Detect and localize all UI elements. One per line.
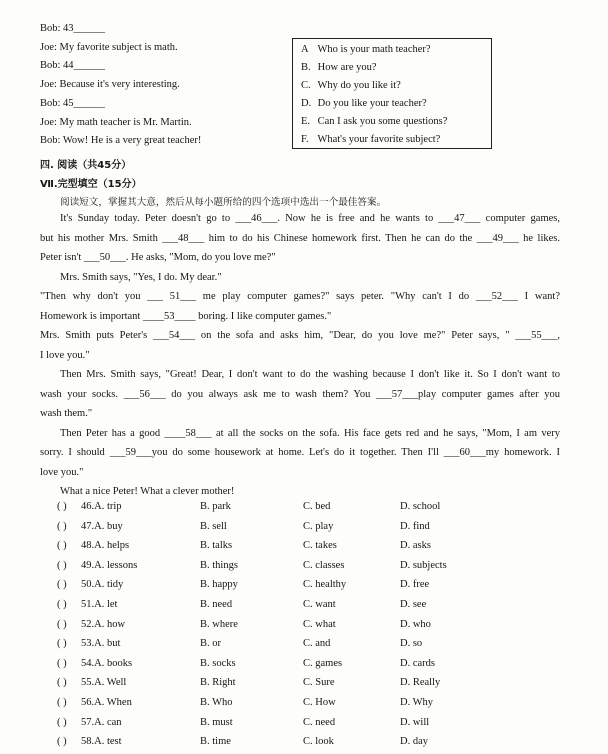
option-c: C. classes [303,559,345,571]
section-title: 四. 阅读（共45分） [40,160,132,171]
choice-option [301,98,427,109]
option-a: 47.A. buy [81,520,123,532]
choice-text: Who is your math teacher? [317,44,431,55]
question-row [57,521,577,537]
choice-letter: B. [301,62,311,73]
passage-line: It's Sunday today. Peter doesn't go to ___46___. Now he is free and he wants to ___47___ computer games, [60,213,560,224]
option-c: C. and [303,638,331,650]
answer-bracket[interactable]: ( ) [57,638,67,650]
option-d: D. see [400,599,427,610]
option-b: B. Right [200,677,236,689]
choice-text: What's your favorite subject? [317,134,441,145]
instruction: 阅读短文，掌握其大意，然后从每小题所给的四个选项中选出一个最佳答案。 [60,197,387,208]
option-c: C. play [303,520,334,532]
option-a: 49.A. lessons [81,559,138,571]
option-c: C. need [303,716,336,728]
option-b: B. happy [200,579,238,591]
answer-bracket[interactable]: ( ) [57,697,67,708]
passage-line: Peter isn't ___50___. He asks, "Mom, do you love me?" [40,252,276,263]
answer-bracket[interactable]: ( ) [57,540,67,552]
dialogue-line: Bob: 45______ [40,97,106,109]
option-d: D. so [400,638,423,650]
choice-text: Why do you like it? [317,80,401,91]
choice-text: Do you like your teacher? [317,98,427,109]
option-b: B. Who [200,697,233,708]
choice-text: Can I ask you some questions? [317,116,448,127]
passage-line: sorry. I should ___59___you do some housework at home. Let's do it together. Then I'll ___60___my homework. I [40,447,560,458]
passage-line: Mrs. Smith puts Peter's ___54___ on the sofa and asks him, "Dear, do you love me?" Peter says, " ___55___, [40,330,560,341]
dialogue-line: Bob: 43______ [40,23,106,34]
question-row [57,501,577,517]
answer-bracket[interactable]: ( ) [57,716,67,728]
option-a: 54.A. books [81,657,133,669]
passage-line: Homework is important ____53____ boring. I like computer games." [40,310,332,322]
option-c: C. healthy [303,579,347,591]
option-c: C. games [303,657,343,669]
passage-line: Mrs. Smith says, "Yes, I do. My dear." [60,271,222,283]
passage-line: What a nice Peter! What a clever mother! [60,486,235,497]
passage-line: love you." [40,466,84,478]
passage-line: Then Peter has a good ____58___ at all the socks on the sofa. His face gets red and he says, "Mom, I am very [60,427,560,439]
option-d: D. free [400,579,430,591]
question-row [57,658,577,674]
option-d: D. who [400,618,431,630]
choice-option [301,80,401,91]
option-d: D. cards [400,657,435,669]
question-row [57,736,577,752]
option-b: B. or [200,638,221,650]
option-d: D. subjects [400,559,447,571]
option-a: 48.A. helps [81,540,130,552]
option-b: B. things [200,559,238,571]
option-a: 53.A. but [81,638,121,650]
choice-letter: F. [301,134,309,145]
answer-bracket[interactable]: ( ) [57,677,67,689]
option-a: 55.A. Well [81,677,127,689]
option-b: B. time [200,736,231,748]
choice-letter: D. [301,98,312,109]
dialogue-line: Joe: My favorite subject is math. [40,41,178,53]
passage-line: wash your socks. ___56___ do you always ask me to wash them? You ___57___play computer games after you [40,388,560,400]
dialogue-line: Joe: My math teacher is Mr. Martin. [40,116,192,128]
option-d: D. asks [400,540,431,552]
dialogue-line: Joe: Because it's very interesting. [40,79,180,91]
question-row [57,638,577,654]
answer-bracket[interactable]: ( ) [57,599,67,610]
choice-option [301,134,440,145]
answer-bracket[interactable]: ( ) [57,501,67,512]
option-a: 57.A. can [81,716,122,728]
choice-option [301,62,377,73]
option-d: D. Why [400,697,434,708]
option-c: C. look [303,736,334,748]
passage-line: "Then why don't you ___ 51___ me play computer games?" says peter. "Why can't I do ___52___ I want? [40,291,560,302]
question-row [57,560,577,576]
question-row [57,540,577,556]
answer-bracket[interactable]: ( ) [57,618,67,630]
option-a: 50.A. tidy [81,579,124,591]
option-d: D. Really [400,677,441,689]
answer-bracket[interactable]: ( ) [57,657,67,669]
option-b: B. sell [200,520,227,532]
option-b: B. park [200,501,231,512]
question-row [57,619,577,635]
dialogue-line: Bob: 44______ [40,60,106,72]
choice-letter: C. [301,80,311,91]
option-d: D. will [400,716,430,728]
option-a: 51.A. let [81,599,118,610]
option-a: 58.A. test [81,736,122,748]
option-c: C. bed [303,501,331,512]
dialogue-line: Bob: Wow! He is a very great teacher! [40,135,202,147]
answer-bracket[interactable]: ( ) [57,736,67,748]
option-c: C. How [303,697,336,708]
passage-line: wash them." [40,408,93,419]
option-d: D. find [400,520,430,532]
option-c: C. takes [303,540,337,552]
option-b: B. socks [200,657,236,669]
option-c: C. Sure [303,677,335,689]
choice-text: How are you? [317,62,377,73]
question-row [57,717,577,733]
subsection-title: Ⅶ.完型填空（15分） [40,179,142,190]
option-b: B. where [200,618,238,630]
option-a: 56.A. When [81,697,132,708]
choice-option [301,44,431,55]
option-c: C. want [303,599,336,610]
option-d: D. day [400,736,428,748]
question-row [57,599,577,615]
passage-line: I love you." [40,349,90,361]
question-row [57,677,577,693]
option-c: C. what [303,618,336,630]
answer-bracket[interactable]: ( ) [57,579,67,591]
answer-bracket[interactable]: ( ) [57,520,67,532]
question-row [57,697,577,713]
option-b: B. talks [200,540,233,552]
answer-bracket[interactable]: ( ) [57,559,67,571]
option-a: 52.A. how [81,618,126,630]
option-b: B. need [200,599,233,610]
choice-letter: A [301,44,309,55]
option-d: D. school [400,501,441,512]
choice-letter: E. [301,116,311,127]
passage-line: but his mother Mrs. Smith ___48___ him to do his Chinese homework first. Then he can do the ___49___ he likes. [40,232,560,244]
choice-option [301,116,447,127]
option-b: B. must [200,716,233,728]
passage-line: Then Mrs. Smith says, "Great! Dear, I don't want to do the washing because I don't like it. So I don't want to [60,369,560,380]
option-a: 46.A. trip [81,501,122,512]
choices-box [292,38,492,149]
question-row [57,579,577,595]
